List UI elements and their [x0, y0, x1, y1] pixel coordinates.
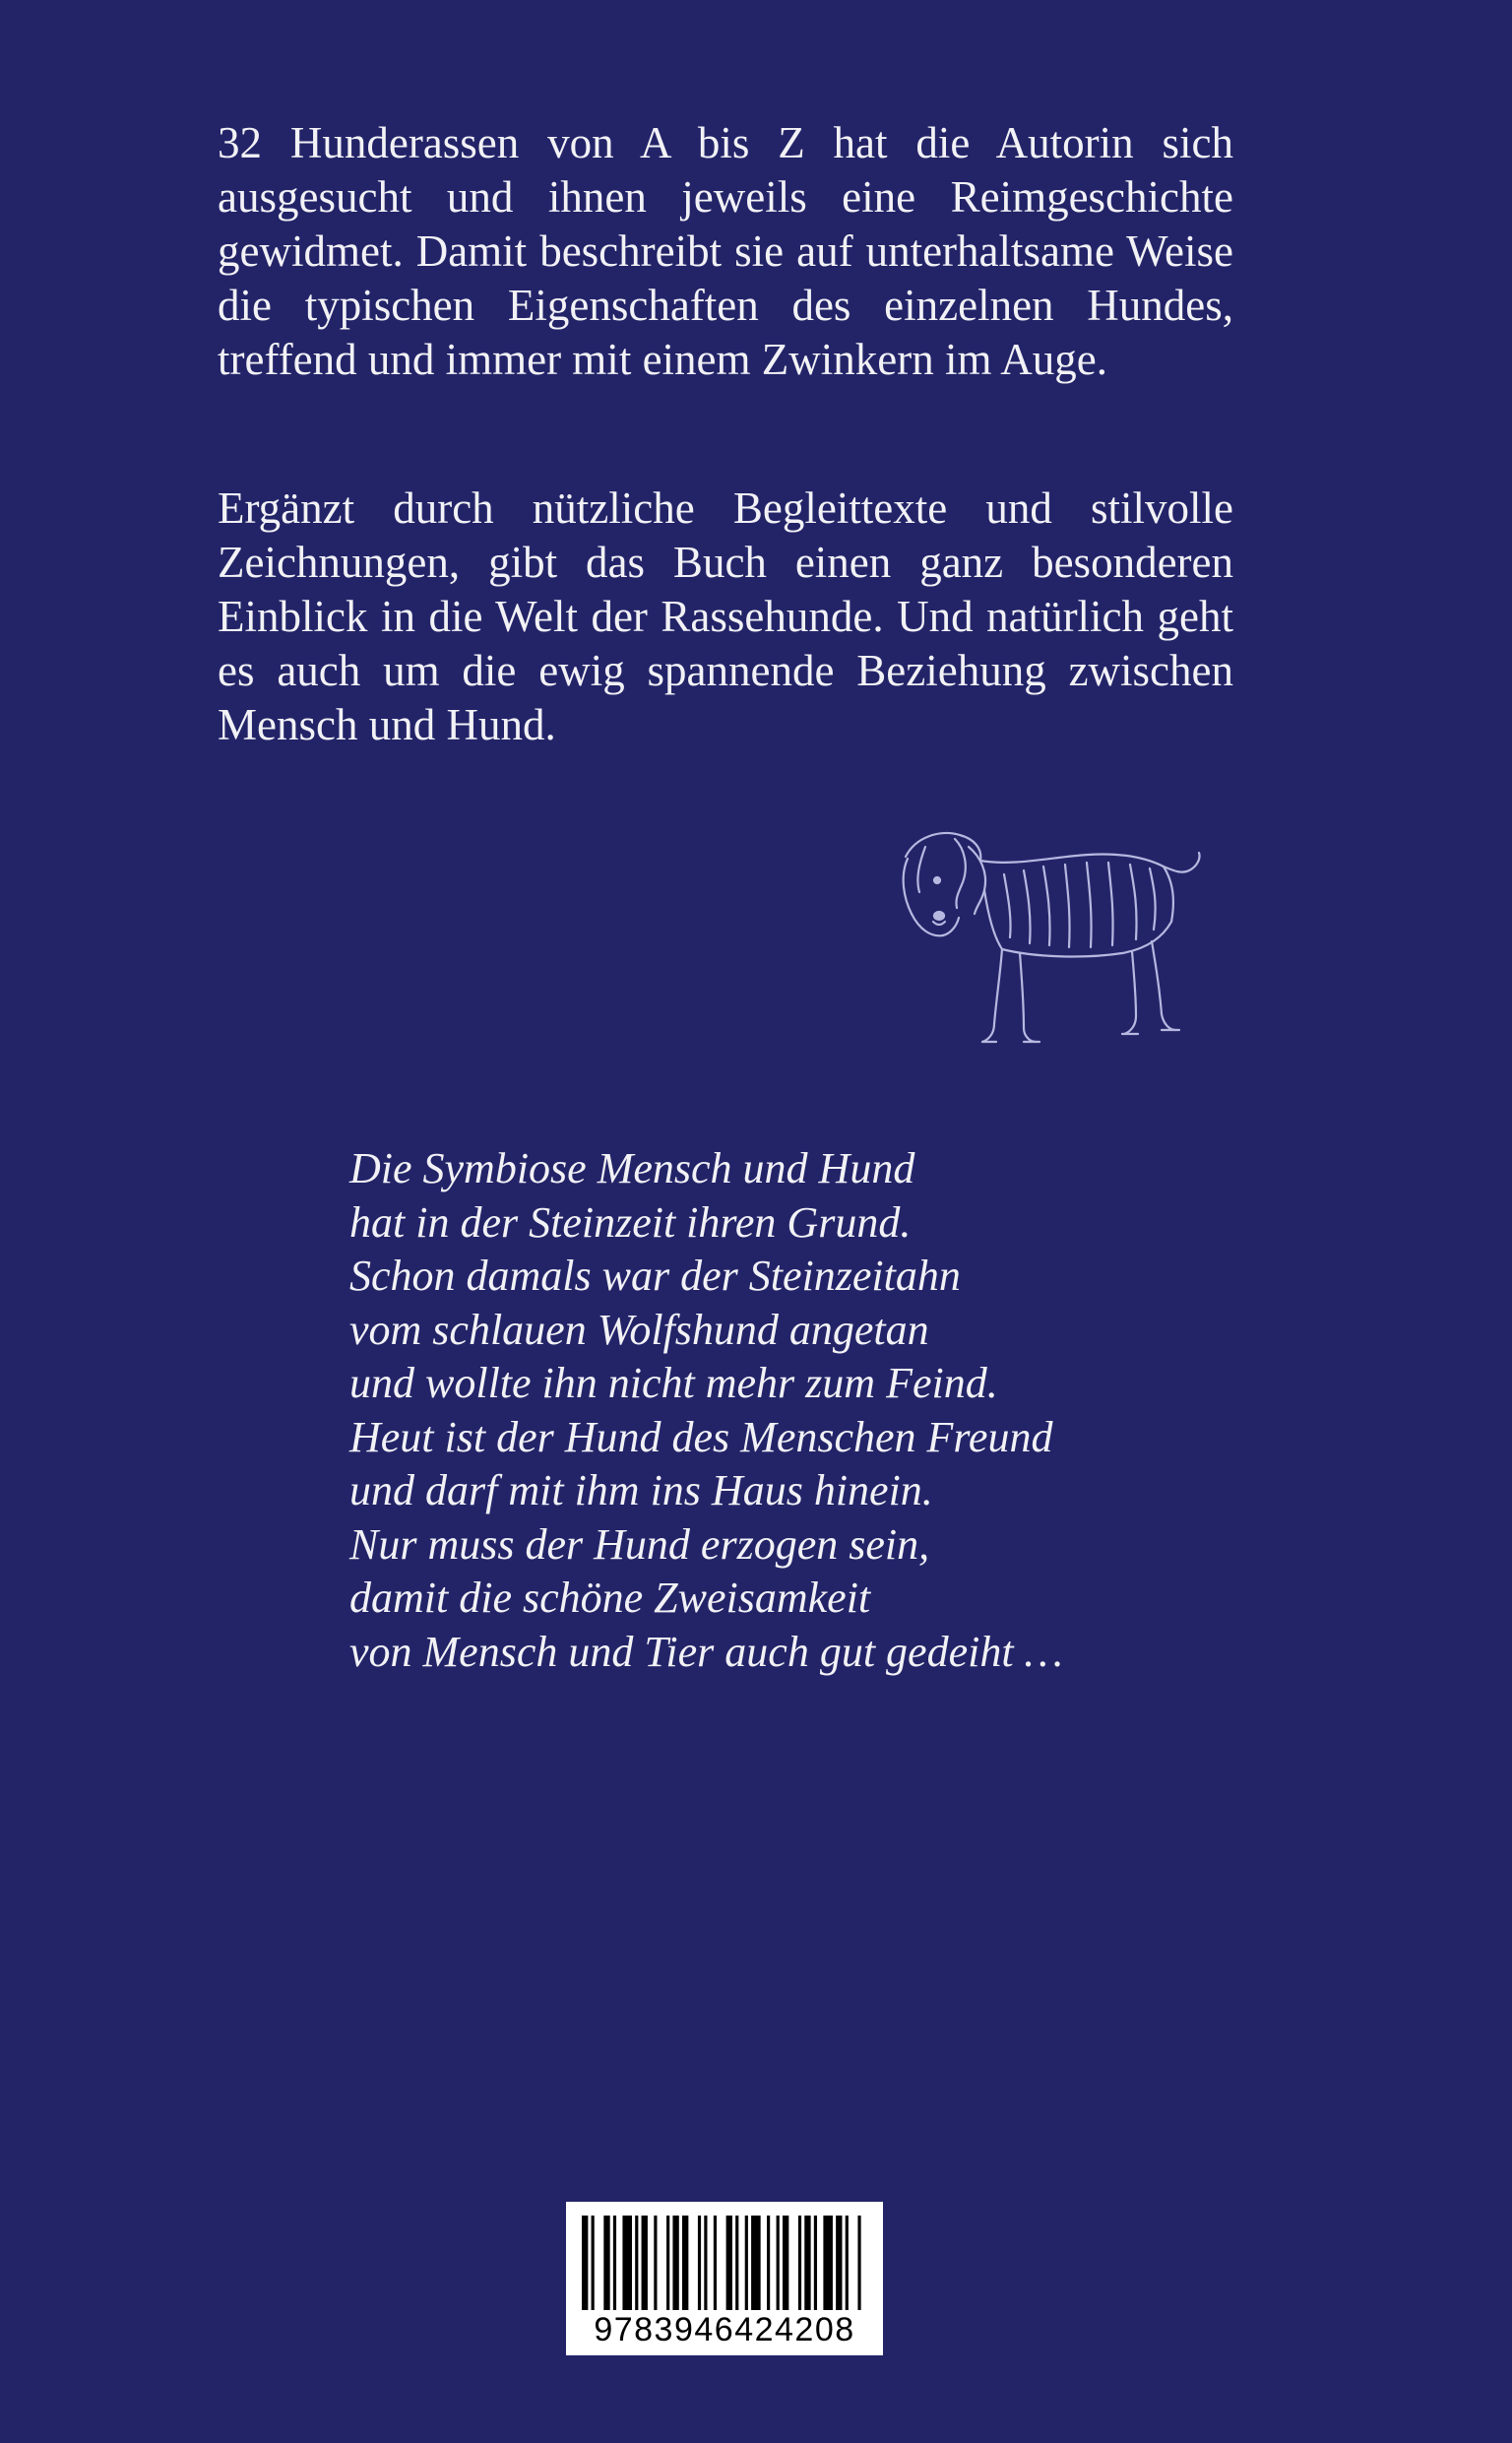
isbn-barcode [566, 2202, 883, 2355]
barcode-bar [592, 2216, 595, 2310]
barcode-bar [698, 2216, 701, 2310]
blurb-paragraph-2: Ergänzt durch nützliche Begleittexte und stilvolle Zeichnungen, gibt das Buch einen ganz besonderen Einblick in die Welt der Rassehunde. Und natürlich geht es auch um die ewig spannende Beziehung zwischen Mensch und Hund. [218, 483, 1233, 749]
barcode-bar [666, 2216, 669, 2310]
barcode-bar [783, 2216, 788, 2310]
barcode-bar [836, 2216, 842, 2310]
barcode-bar [714, 2216, 717, 2310]
barcode-bar [622, 2216, 632, 2310]
dog-sketch-icon [886, 827, 1211, 1063]
barcode-bar [682, 2216, 688, 2310]
barcode-bar [635, 2216, 638, 2310]
poem [349, 1142, 1334, 1679]
barcode-bar [726, 2216, 732, 2310]
barcode-bar [603, 2216, 609, 2310]
barcode-bar [582, 2216, 588, 2310]
barcode-bar [846, 2216, 849, 2310]
blurb-paragraph-1: 32 Hunderassen von A bis Z hat die Autorin sich ausgesucht und ihnen jeweils eine Reimgeschichte gewidmet. Damit beschreibt sie auf unterhaltsame Weise die typischen Eigenschaften des einzelnen Hundes, treffend und immer mit einem Zwinkern im Auge. [218, 118, 1233, 384]
poem-line: Schon damals war der Steinzeitahn [349, 1252, 961, 1300]
poem-line: hat in der Steinzeit ihren Grund. [349, 1197, 912, 1247]
barcode-bar [704, 2216, 707, 2310]
barcode-bar [672, 2216, 678, 2310]
barcode-bar [654, 2216, 657, 2310]
barcode-bar [777, 2216, 780, 2310]
poem-line: und wollte ihn nicht mehr zum Feind. [349, 1359, 998, 1407]
poem-line: Heut ist der Hund des Menschen Freund [349, 1412, 1053, 1461]
barcode-bar [823, 2216, 833, 2310]
poem-line: von Mensch und Tier auch gut gedeiht … [349, 1627, 1063, 1676]
poem-line: Die Symbiose Mensch und Hund [349, 1144, 915, 1192]
barcode-bar [613, 2216, 616, 2310]
barcode-bar [751, 2216, 761, 2310]
barcode-bar [798, 2216, 801, 2310]
barcode-bar [735, 2216, 738, 2310]
barcode-bar [857, 2216, 860, 2310]
poem-line: vom schlauen Wolfshund angetan [349, 1305, 929, 1354]
poem-line: Nur muss der Hund erzogen sein, [349, 1519, 930, 1569]
barcode-bar [814, 2216, 817, 2310]
poem-line: und darf mit ihm ins Haus hinein. [349, 1466, 933, 1514]
poem-line: damit die schöne Zweisamkeit [349, 1574, 871, 1622]
barcode-bar [642, 2216, 648, 2310]
barcode-bar [804, 2216, 810, 2310]
barcode-bars [582, 2216, 867, 2310]
barcode-bar [767, 2216, 770, 2310]
isbn-number: 9783946424208 [594, 2311, 855, 2348]
barcode-bar [745, 2216, 748, 2310]
